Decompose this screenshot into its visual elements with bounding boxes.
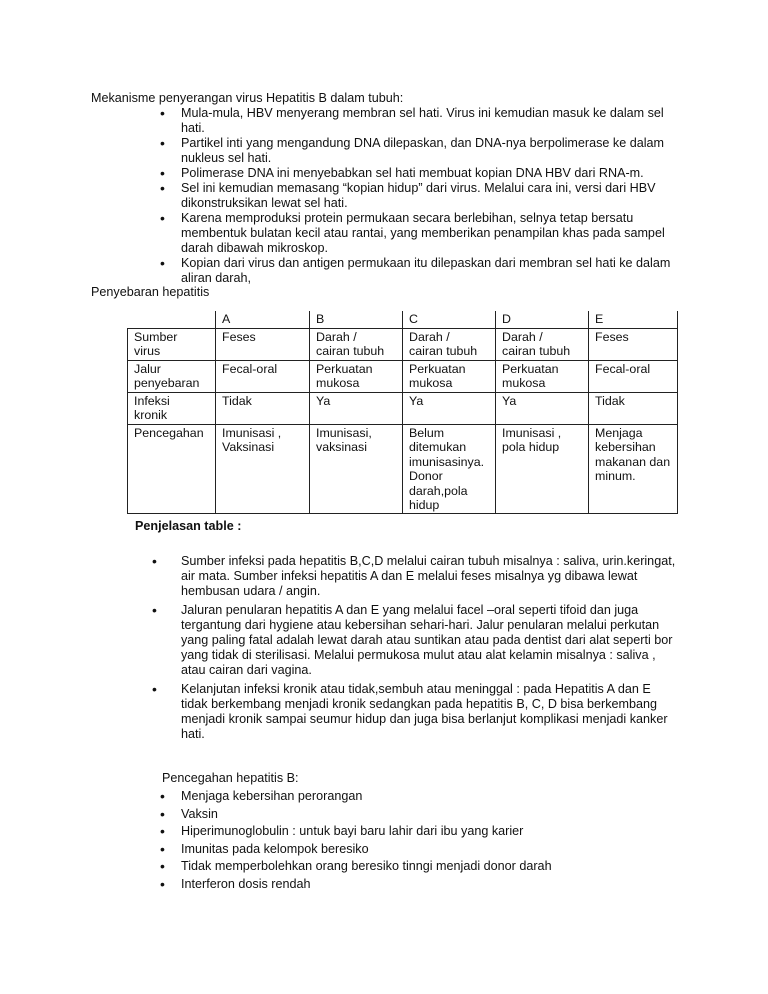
text-line: Jalur — [134, 361, 161, 376]
text-line: dikonstruksikan lewat sel hati. — [181, 196, 348, 210]
table-row-label — [128, 424, 216, 513]
text-line: darah dibawah mikroskop. — [181, 241, 329, 255]
text-line: Darah / — [316, 329, 357, 344]
table-row — [128, 360, 678, 392]
table-row — [128, 424, 678, 513]
mechanism-item — [0, 106, 700, 136]
mechanism-list — [0, 106, 700, 286]
text-line: cairan tubuh — [409, 344, 478, 358]
mechanism-item — [0, 166, 700, 181]
text-line: • Kelanjutan infeksi kronik atau tidak,sembuh atau meninggal : pada Hepatitis A dan E — [181, 682, 651, 696]
table-cell — [496, 424, 589, 513]
text-line: • Mula-mula, HBV menyerang membran sel hati. Virus ini kemudian masuk ke dalam sel — [181, 106, 664, 120]
text-line: hembusan udara / angin. — [181, 584, 321, 598]
prevention-list — [0, 788, 700, 894]
table-row — [128, 392, 678, 424]
text-line: Perkuatan — [409, 361, 466, 376]
text-line: Feses — [595, 329, 629, 344]
text-line: minum. — [595, 469, 636, 483]
table-body — [128, 328, 678, 513]
text-line: kronik — [134, 408, 168, 422]
prevention-item: • Menjaga kebersihan perorangan — [0, 788, 700, 806]
text-line: cairan tubuh — [316, 344, 385, 358]
text-line: Perkuatan — [316, 361, 373, 376]
text-line: Tidak — [222, 393, 252, 408]
text-line: • Sumber infeksi pada hepatitis B,C,D melalui cairan tubuh misalnya : saliva, urin.keringat, — [181, 554, 676, 568]
table-cell — [403, 424, 496, 513]
text-line: makanan dan — [595, 454, 671, 469]
text-line: vaksinasi — [316, 440, 367, 454]
table-cell — [216, 392, 310, 424]
prevention-title: Pencegahan hepatitis B: — [162, 771, 299, 785]
text-line: hidup — [409, 498, 440, 512]
explanation-list — [0, 554, 720, 746]
text-line: Imunisasi, — [316, 425, 372, 440]
explanation-item — [0, 603, 720, 678]
text-line: Fecal-oral — [595, 361, 651, 376]
table-header-row — [128, 311, 678, 328]
text-line: Ya — [409, 393, 424, 408]
text-line: menjadi kronik sampai seumur hidup dan juga bisa berlanjut komplikasi menjadi kanker — [181, 712, 668, 726]
table-cell — [496, 328, 589, 360]
table-header-c: C — [403, 311, 496, 328]
text-line: mukosa — [316, 376, 360, 390]
text-line: atau cairan dari vagina. — [181, 663, 312, 677]
text-line: aliran darah, — [181, 271, 252, 285]
text-line: Tidak — [595, 393, 625, 408]
table-cell — [589, 424, 678, 513]
text-line: cairan tubuh — [502, 344, 571, 358]
table-cell — [496, 360, 589, 392]
table-cell — [403, 328, 496, 360]
text-line: Imunisasi , — [222, 425, 282, 440]
text-line: pola hidup — [502, 440, 560, 454]
text-line: air mata. Sumber infeksi hepatitis A dan E melalui feses misalnya yg dibawa lewat — [181, 569, 638, 583]
table-row-label — [128, 392, 216, 424]
text-line: • Partikel inti yang mengandung DNA dilepaskan, dan DNA-nya berpolimerase ke dalam — [181, 136, 665, 150]
table-cell — [310, 328, 403, 360]
text-line: Donor — [409, 469, 443, 483]
text-line: • Karena memproduksi protein permukaan secara berlebihan, selnya tetap bersatu — [181, 211, 634, 225]
prevention-item: • Tidak memperbolehkan orang beresiko tinngi menjadi donor darah — [0, 858, 700, 876]
text-line: tidak berkembang menjadi kronik sedangkan pada hepatitis B, C, D bisa berkembang — [181, 697, 658, 711]
text-line: Ya — [316, 393, 331, 408]
mechanism-title: Mekanisme penyerangan virus Hepatitis B dalam tubuh: — [91, 91, 404, 105]
text-line: Belum — [409, 425, 445, 440]
text-line: hati. — [181, 727, 205, 741]
explanation-title: Penjelasan table : — [135, 519, 242, 533]
table-cell — [310, 392, 403, 424]
text-line: kebersihan — [595, 440, 656, 454]
text-line: hati. — [181, 121, 205, 135]
table-cell — [216, 328, 310, 360]
text-line: • Jaluran penularan hepatitis A dan E yang melalui facel –oral seperti tifoid dan juga — [181, 603, 639, 617]
mechanism-item — [0, 211, 700, 256]
text-line: ditemukan — [409, 440, 467, 454]
explanation-item — [0, 554, 720, 599]
prevention-item: • Interferon dosis rendah — [0, 876, 700, 894]
text-line: darah,pola — [409, 483, 468, 498]
text-line: • Kopian dari virus dan antigen permukaan itu dilepaskan dari membran sel hati ke dalam — [181, 256, 671, 270]
text-line: Feses — [222, 329, 256, 344]
text-line: virus — [134, 344, 161, 358]
prevention-item: • Imunitas pada kelompok beresiko — [0, 841, 700, 859]
text-line: mukosa — [502, 376, 546, 390]
table-cell — [310, 424, 403, 513]
hepatitis-table — [127, 311, 678, 514]
table-cell — [589, 360, 678, 392]
table-row — [128, 328, 678, 360]
text-line: tergantung dari hygiene atau kebersihan sehari-hari. Jalur penularan melalui perkutan — [181, 618, 660, 632]
table-header-d: D — [496, 311, 589, 328]
text-line: Vaksinasi — [222, 440, 275, 454]
text-line: membentuk bulatan kecil atau rantai, yang memberikan penampilan khas pada sampel — [181, 226, 665, 240]
table-cell — [403, 392, 496, 424]
text-line: mukosa — [409, 376, 453, 390]
mechanism-item — [0, 181, 700, 211]
mechanism-item — [0, 136, 700, 166]
text-line: Darah / — [409, 329, 450, 344]
text-line: Pencegahan — [134, 425, 204, 440]
text-line: Infeksi — [134, 393, 170, 408]
text-line: Ya — [502, 393, 517, 408]
text-line: • Polimerase DNA ini menyebabkan sel hati membuat kopian DNA HBV dari RNA-m. — [181, 166, 644, 180]
table-row-label — [128, 328, 216, 360]
table-cell — [589, 392, 678, 424]
table-cell — [589, 328, 678, 360]
table-cell — [403, 360, 496, 392]
mechanism-item — [0, 256, 700, 286]
prevention-item: • Vaksin — [0, 806, 700, 824]
explanation-item — [0, 682, 720, 742]
table-header-a: A — [216, 311, 310, 328]
spread-title: Penyebaran hepatitis — [91, 285, 210, 299]
table-corner-cell — [128, 311, 216, 328]
text-line: Sumber — [134, 329, 178, 344]
text-line: yang paling fatal adalah lewat darah atau suntikan atau pada dentist dari alat seperti bor — [181, 633, 673, 647]
text-line: Darah / — [502, 329, 543, 344]
text-line: Menjaga — [595, 425, 643, 440]
table-cell — [216, 424, 310, 513]
table-cell — [310, 360, 403, 392]
table-cell — [216, 360, 310, 392]
table-header-b: B — [310, 311, 403, 328]
text-line: Imunisasi , — [502, 425, 562, 440]
text-line: nukleus sel hati. — [181, 151, 272, 165]
table-row-label — [128, 360, 216, 392]
text-line: imunisasinya. — [409, 454, 485, 469]
text-line: • Sel ini kemudian memasang “kopian hidup” dari virus. Melalui cara ini, versi dari HBV — [181, 181, 656, 195]
text-line: Perkuatan — [502, 361, 559, 376]
text-line: Fecal-oral — [222, 361, 278, 376]
table-cell — [496, 392, 589, 424]
prevention-item: • Hiperimunoglobulin : untuk bayi baru lahir dari ibu yang karier — [0, 823, 700, 841]
table-header-e: E — [589, 311, 678, 328]
text-line: penyebaran — [134, 376, 200, 390]
text-line: yang tidak di sterilisasi. Melalui permukosa mulut atau alat kelamin misalnya : saliva , — [181, 648, 656, 662]
